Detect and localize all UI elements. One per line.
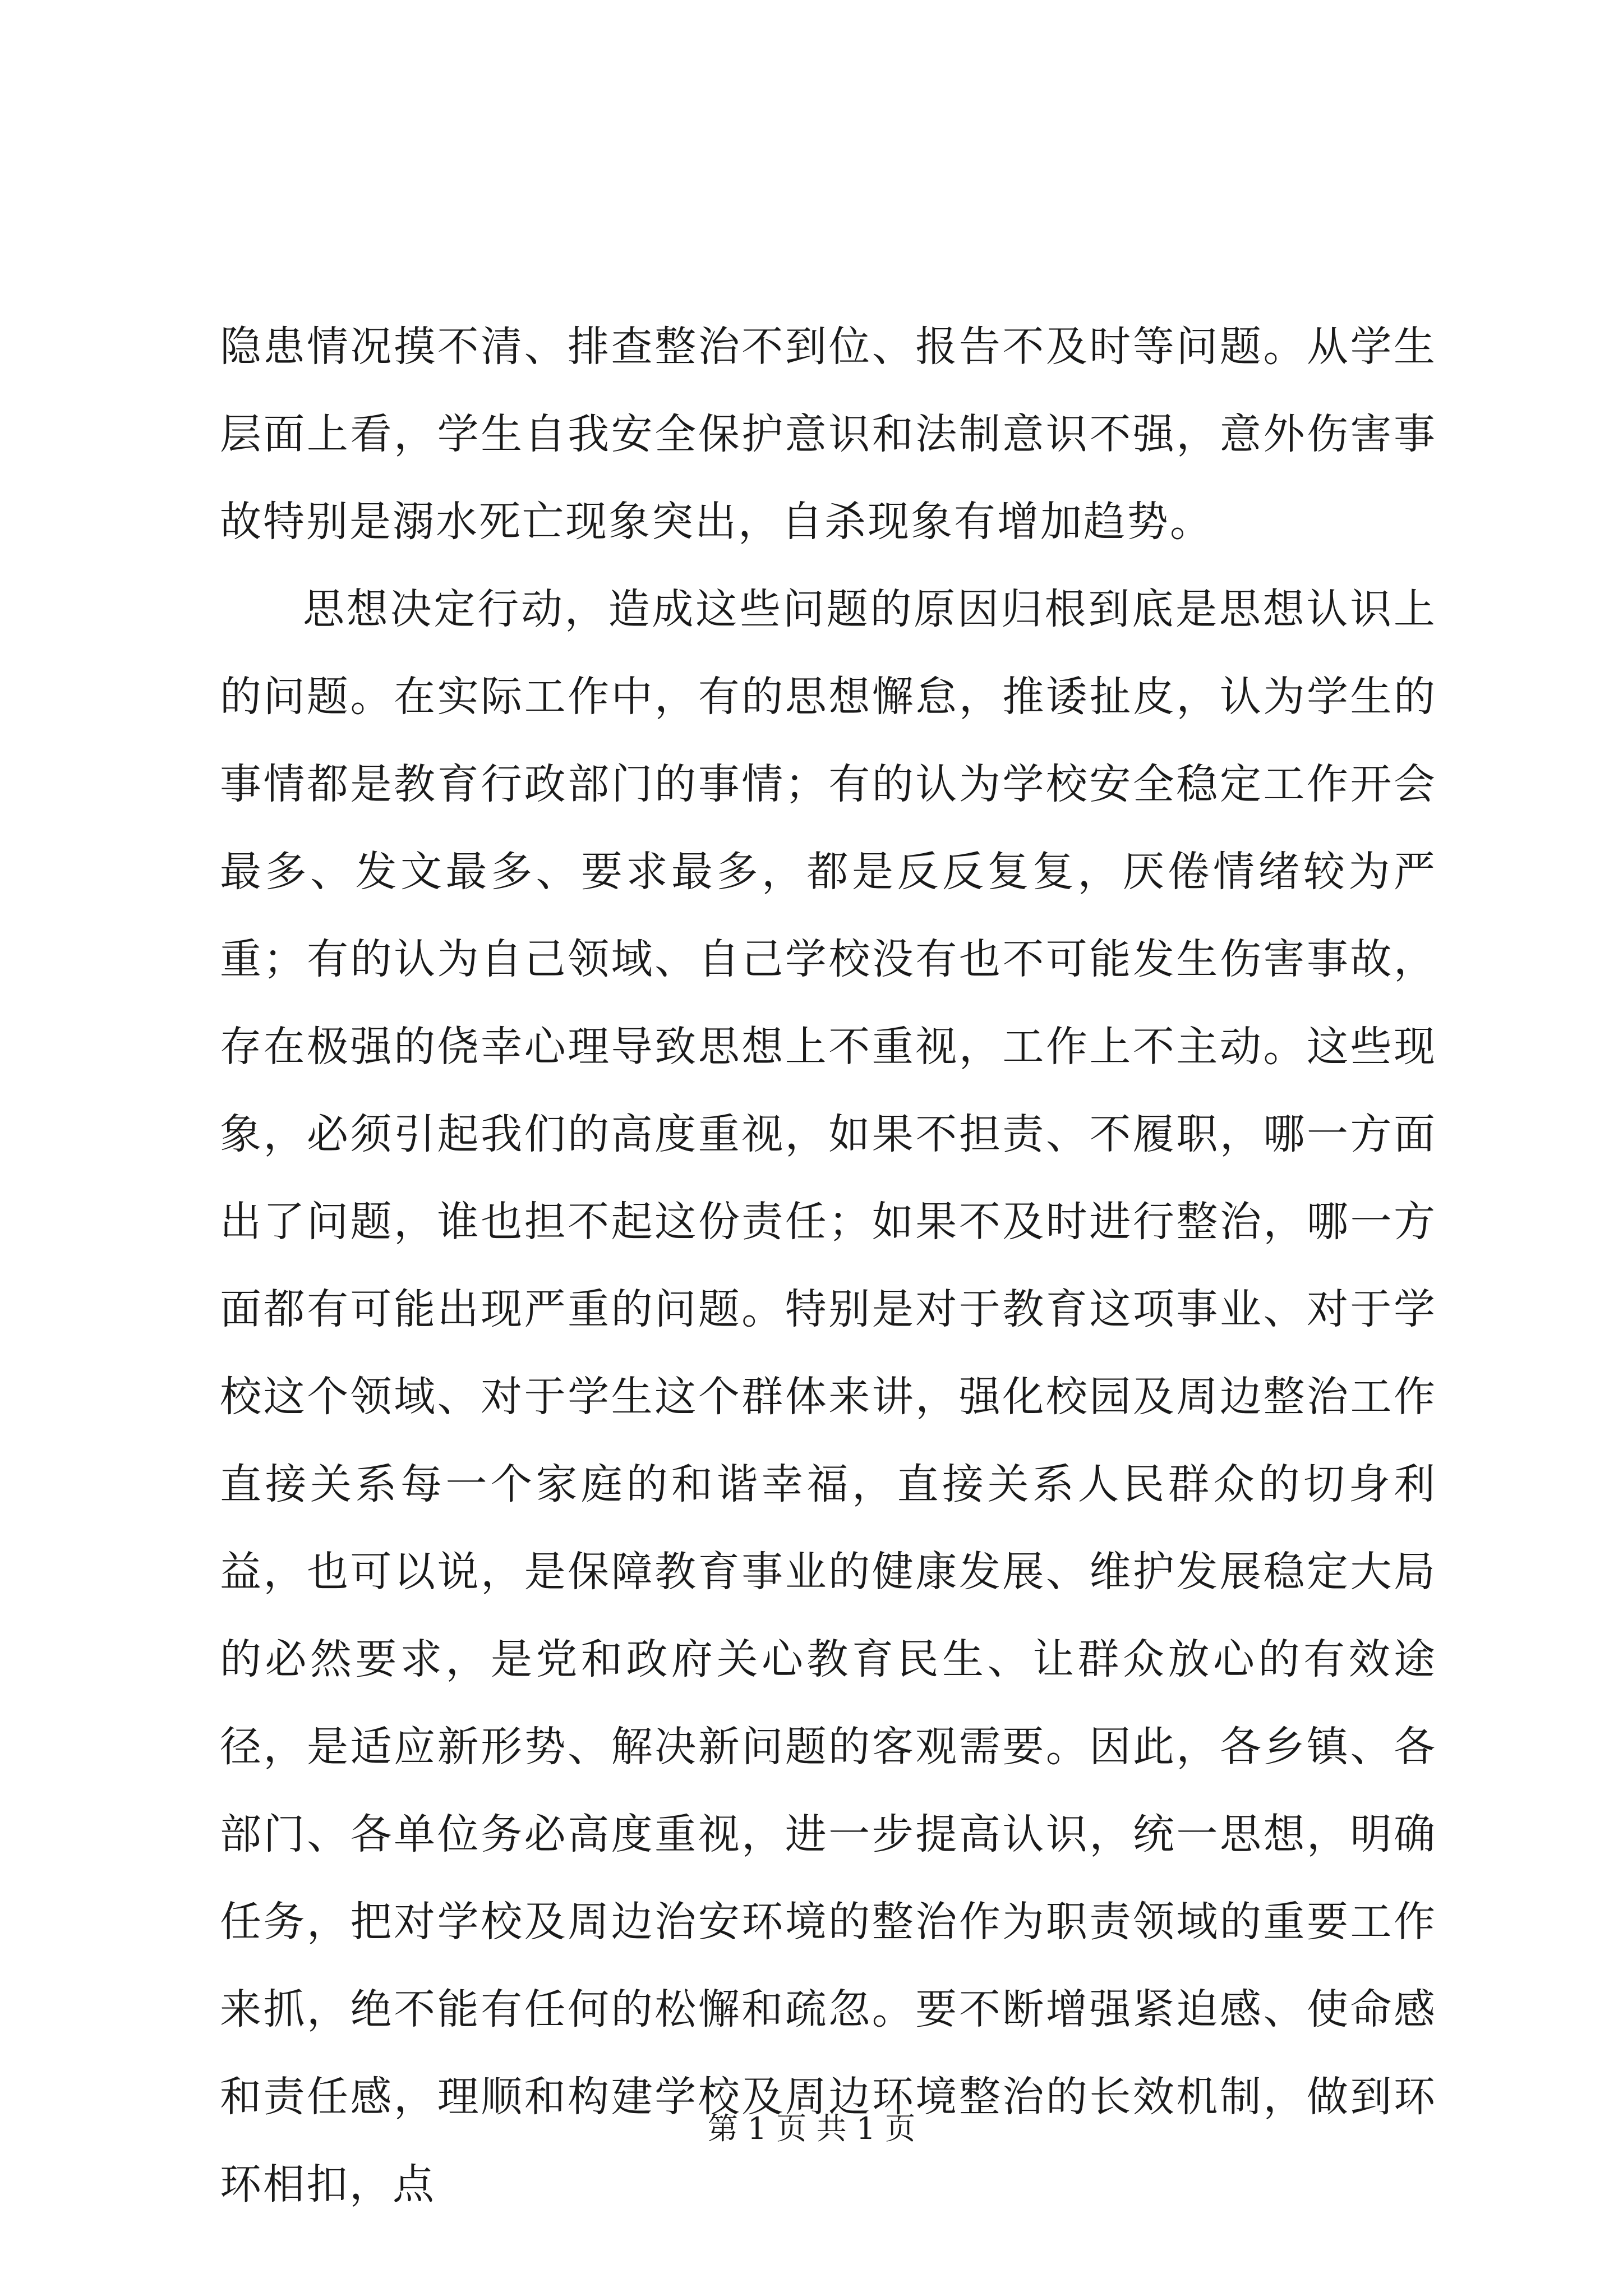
document-body <box>220 303 1437 2228</box>
paragraph-main: 思想决定行动，造成这些问题的原因归根到底是思想认识上的问题。在实际工作中，有的思想懈怠，推诿扯皮，认为学生的事情都是教育行政部门的事情；有的认为学校安全稳定工作开会最多、发文最多、要求最多，都是反反复复，厌倦情绪较为严重；有的认为自己领域、自己学校没有也不可能发生伤害事故，存在极强的侥幸心理导致思想上不重视，工作上不主动。这些现象，必须引起我们的高度重视，如果不担责、不履职，哪一方面出了问题，谁也担不起这份责任；如果不及时进行整治，哪一方面都有可能出现严重的问题。特别是对于教育这项事业、对于学校这个领域、对于学生这个群体来讲，强化校园及周边整治工作直接关系每一个家庭的和谐幸福，直接关系人民群众的切身利益，也可以说，是保障教育事业的健康发展、维护发展稳定大局的必然要求，是党和政府关心教育民生、让群众放心的有效途径，是适应新形势、解决新问题的客观需要。因此，各乡镇、各部门、各单位务必高度重视，进一步提高认识，统一思想，明确任务，把对学校及周边治安环境的整治作为职责领域的重要工作来抓，绝不能有任何的松懈和疏忽。要不断增强紧迫感、使命感和责任感，理顺和构建学校及周边环境整治的长效机制，做到环环相扣，点 <box>220 585 1437 2208</box>
page-number-label: 第 1 页 共 1 页 <box>707 2111 916 2146</box>
page-footer <box>0 2109 1623 2148</box>
paragraph-continuation: 隐患情况摸不清、排查整治不到位、报告不及时等问题。从学生层面上看，学生自我安全保护意识和法制意识不强，意外伤害事故特别是溺水死亡现象突出，自杀现象有增加趋势。 <box>220 323 1437 546</box>
